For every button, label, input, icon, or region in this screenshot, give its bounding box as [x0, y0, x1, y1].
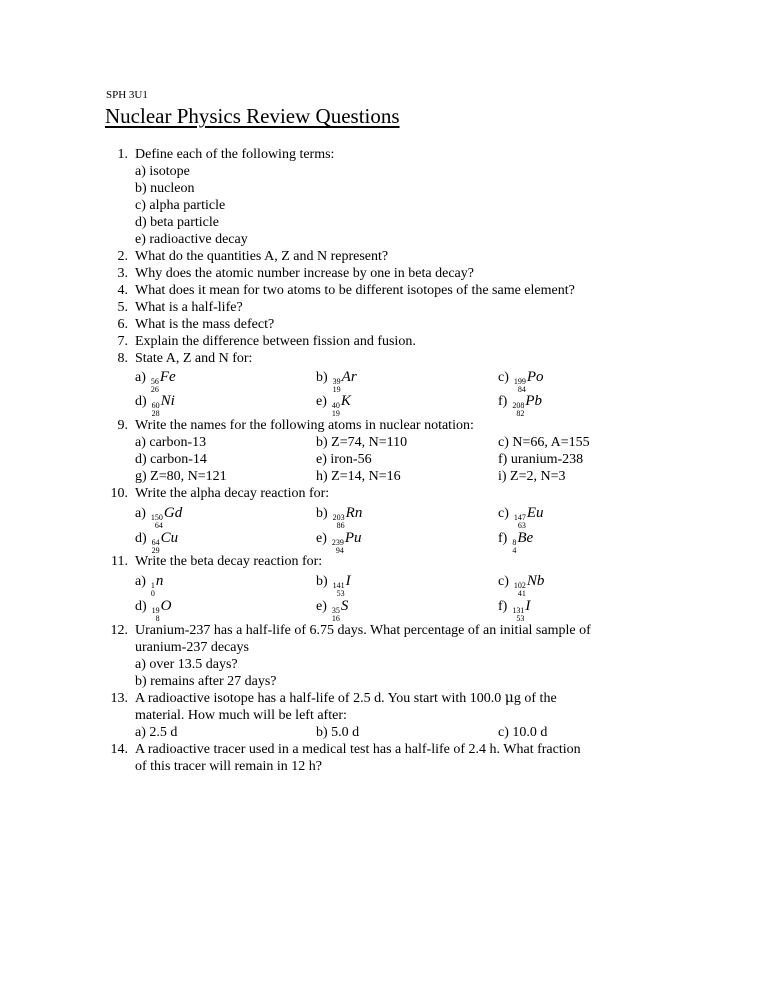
list-item: b) 5.0 d — [316, 725, 360, 740]
list-item: a) isotope — [135, 164, 190, 179]
nuclide: e) 35 16 S — [316, 598, 349, 623]
list-item: e) radioactive decay — [135, 232, 248, 247]
nuclide: c) 147 63 Eu — [498, 505, 544, 530]
question-number: 3. — [117, 266, 128, 281]
nuclide: c) 199 84 Po — [498, 369, 544, 394]
list-item: e) iron-56 — [316, 452, 372, 467]
question-9-text: Write the names for the following atoms in nuclear notation: — [135, 418, 474, 433]
list-item: c) alpha particle — [135, 198, 226, 213]
question-number: 5. — [117, 300, 128, 315]
list-item: g) Z=80, N=121 — [135, 469, 227, 484]
question-number: 12. — [110, 623, 128, 638]
list-item: a) 2.5 d — [135, 725, 178, 740]
question-number: 4. — [117, 283, 128, 298]
nuclide: b) 39 19 Ar — [316, 369, 357, 394]
list-item: c) N=66, A=155 — [498, 435, 590, 450]
question-14-text: A radioactive tracer used in a medical test has a half-life of 2.4 h. What fraction — [135, 742, 581, 757]
nuclide: d) 60 28 Ni — [135, 393, 175, 418]
question-7-text: Explain the difference between fission and fusion. — [135, 334, 416, 349]
nuclide: a) 56 26 Fe — [135, 369, 176, 394]
nuclide: e) 239 94 Pu — [316, 530, 362, 555]
question-13-text: A radioactive isotope has a half-life of 2.5 d. You start with 100.0 μg of the — [135, 690, 557, 706]
question-number: 10. — [110, 486, 128, 501]
list-item: b) Z=74, N=110 — [316, 435, 408, 450]
nuclide: d) 64 29 Cu — [135, 530, 179, 555]
question-4-text: What does it mean for two atoms to be different isotopes of the same element? — [135, 283, 575, 298]
question-number: 6. — [117, 317, 128, 332]
nuclide: a) 150 64 Gd — [135, 505, 183, 530]
list-item: b) remains after 27 days? — [135, 674, 277, 689]
nuclide: f) 208 82 Pb — [498, 393, 542, 418]
nuclide: b) 203 86 Rn — [316, 505, 363, 530]
list-item: a) over 13.5 days? — [135, 657, 238, 672]
question-6-text: What is the mass defect? — [135, 317, 275, 332]
question-number: 14. — [110, 742, 128, 757]
nuclide: b) 141 53 I — [316, 573, 351, 598]
question-14-text-cont: of this tracer will remain in 12 h? — [135, 759, 322, 774]
nuclide: d) 19 8 O — [135, 598, 172, 623]
question-number: 1. — [117, 147, 128, 162]
question-number: 11. — [111, 554, 128, 569]
question-8-text: State A, Z and N for: — [135, 351, 253, 366]
list-item: d) beta particle — [135, 215, 219, 230]
question-1-text: Define each of the following terms: — [135, 147, 335, 162]
course-code: SPH 3U1 — [106, 89, 148, 101]
list-item: d) carbon-14 — [135, 452, 207, 467]
nuclide: e) 40 19 K — [316, 393, 351, 418]
nuclide: f) 8 4 Be — [498, 530, 534, 555]
question-12-text: Uranium-237 has a half-life of 6.75 days. What percentage of an initial sample of — [135, 623, 591, 638]
nuclide: a) 1 0 n — [135, 573, 164, 598]
list-item: b) nucleon — [135, 181, 195, 196]
question-11-text: Write the beta decay reaction for: — [135, 554, 323, 569]
list-item: c) 10.0 d — [498, 725, 548, 740]
question-5-text: What is a half-life? — [135, 300, 243, 315]
page-title: Nuclear Physics Review Questions — [105, 104, 400, 128]
nuclide: c) 102 41 Nb — [498, 573, 545, 598]
question-number: 13. — [110, 691, 128, 706]
list-item: h) Z=14, N=16 — [316, 469, 401, 484]
question-3-text: Why does the atomic number increase by one in beta decay? — [135, 266, 474, 281]
question-number: 2. — [117, 249, 128, 264]
nuclide: f) 131 53 I — [498, 598, 531, 623]
list-item: a) carbon-13 — [135, 435, 207, 450]
question-number: 8. — [117, 351, 128, 366]
question-10-text: Write the alpha decay reaction for: — [135, 486, 330, 501]
question-number: 7. — [117, 334, 128, 349]
question-2-text: What do the quantities A, Z and N represent? — [135, 249, 389, 264]
question-number: 9. — [117, 418, 128, 433]
list-item: f) uranium-238 — [498, 452, 584, 467]
list-item: i) Z=2, N=3 — [498, 469, 566, 484]
question-12-text-cont: uranium-237 decays — [135, 640, 249, 655]
question-13-text-cont: material. How much will be left after: — [135, 708, 347, 723]
